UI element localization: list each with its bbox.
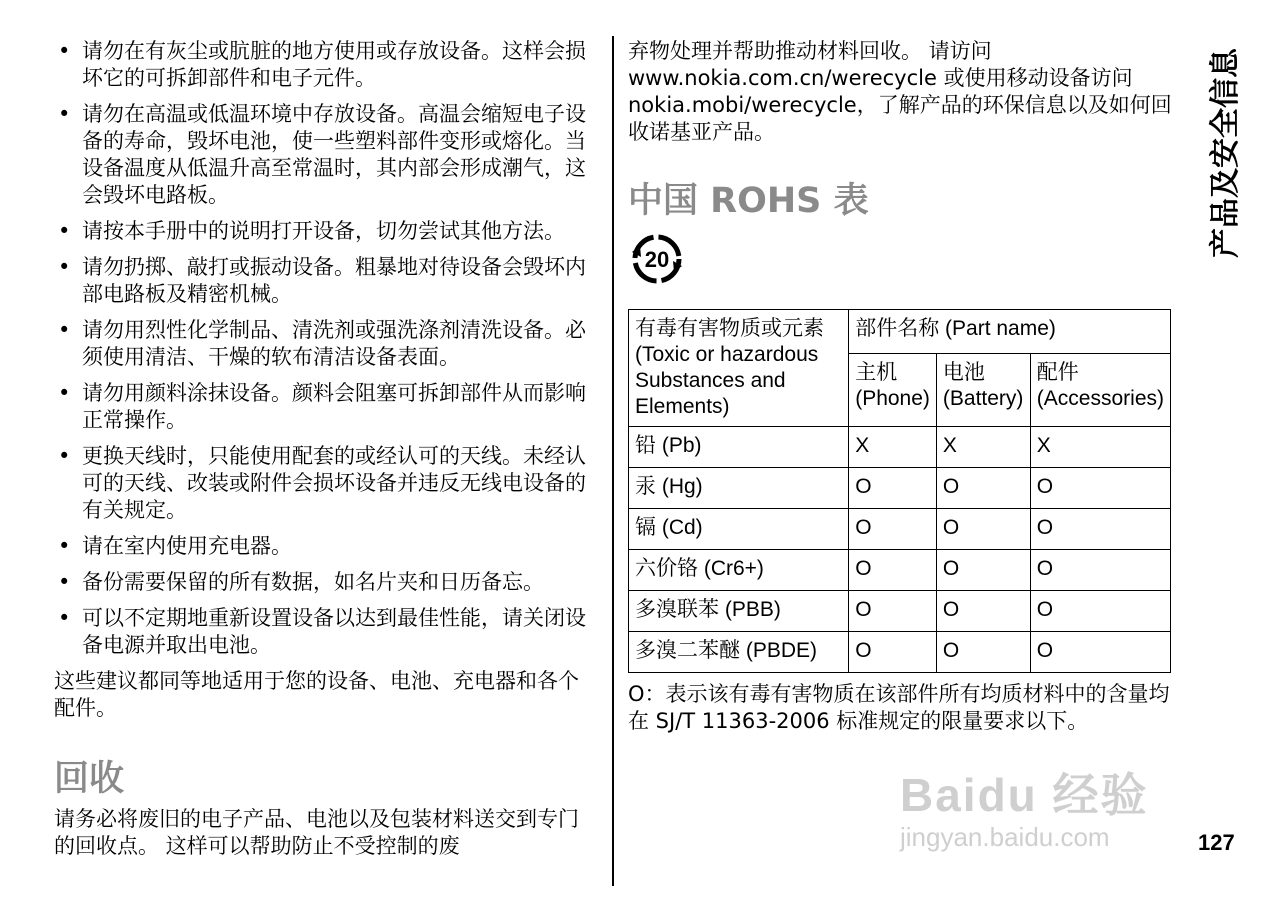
value-cell: O	[1030, 632, 1170, 673]
substance-name-cell: 多溴联苯 (PBB)	[629, 591, 849, 632]
list-item	[54, 317, 598, 371]
list-item-text: 更换天线时，只能使用配套的或经认可的天线。未经认可的天线、改装或附件会损坏设备并违反无线电设备的有关规定。	[82, 444, 586, 522]
column-divider	[612, 36, 614, 886]
substance-header-cell: 有毒有害物质或元素 (Toxic or hazardous Substances and Elements)	[629, 310, 849, 427]
table-header-row	[629, 310, 1171, 354]
table-row	[629, 632, 1171, 673]
bullet-icon: •	[58, 219, 71, 243]
baidu-watermark	[900, 770, 1220, 870]
substance-name-cell: 多溴二苯醚 (PBDE)	[629, 632, 849, 673]
list-item	[54, 605, 598, 659]
list-item	[54, 380, 598, 434]
table-row	[629, 427, 1171, 468]
value-cell: O	[1030, 550, 1170, 591]
part-phone-cell: 主机 (Phone)	[849, 353, 937, 426]
value-cell: O	[849, 509, 937, 550]
value-cell: X	[1030, 427, 1170, 468]
value-cell: O	[849, 550, 937, 591]
table-row	[629, 591, 1171, 632]
value-cell: O	[936, 509, 1030, 550]
list-item-text: 请勿在有灰尘或肮脏的地方使用或存放设备。这样会损坏它的可拆卸部件和电子元件。	[82, 39, 586, 90]
bullet-icon: •	[58, 534, 71, 558]
substance-name-cell: 铅 (Pb)	[629, 427, 849, 468]
list-item	[54, 569, 598, 596]
value-cell: O	[936, 591, 1030, 632]
chapter-title: 产品及安全信息	[1208, 48, 1243, 258]
value-cell: O	[936, 632, 1030, 673]
list-item-text: 请按本手册中的说明打开设备，切勿尝试其他方法。	[82, 219, 565, 243]
part-battery-cell: 电池 (Battery)	[936, 353, 1030, 426]
list-item-text: 备份需要保留的所有数据，如名片夹和日历备忘。	[82, 570, 544, 594]
substance-name-cell: 汞 (Hg)	[629, 468, 849, 509]
table-row	[629, 509, 1171, 550]
value-cell: O	[936, 550, 1030, 591]
value-cell: O	[1030, 509, 1170, 550]
epup-20-year-icon	[628, 232, 686, 286]
bullet-icon: •	[58, 570, 71, 594]
value-cell: O	[1030, 591, 1170, 632]
value-cell: X	[936, 427, 1030, 468]
recycle-paragraph-continued: 弃物处理并帮助推动材料回收。 请访问 www.nokia.com.cn/werecycle 或使用移动设备访问 nokia.mobi/werecycle，了解产品的环保信息以及如何回收诺基亚产品。	[628, 39, 1172, 144]
watermark-logo-text: Baidu 经验	[900, 769, 1149, 821]
rohs-heading: 中国 ROHS 表	[628, 181, 869, 221]
recycle-heading: 回收	[54, 759, 125, 799]
list-item	[54, 38, 598, 92]
table-row	[629, 550, 1171, 591]
substance-name-cell: 镉 (Cd)	[629, 509, 849, 550]
value-cell: O	[1030, 468, 1170, 509]
value-cell: O	[936, 468, 1030, 509]
list-item-text: 可以不定期地重新设置设备以达到最佳性能，请关闭设备电源并取出电池。	[82, 606, 586, 657]
watermark-url: jingyan.baidu.com	[900, 822, 1110, 852]
table-row	[629, 468, 1171, 509]
value-cell: O	[849, 591, 937, 632]
bullet-icon: •	[58, 255, 71, 279]
part-accessories-cell: 配件 (Accessories)	[1030, 353, 1170, 426]
list-item-text: 请在室内使用充电器。	[82, 534, 292, 558]
list-item	[54, 254, 598, 308]
list-item	[54, 533, 598, 560]
page-number: 127	[1198, 830, 1235, 855]
rohs-table	[628, 309, 1171, 673]
chapter-side-tab	[1200, 38, 1244, 268]
bullet-icon: •	[58, 444, 71, 468]
value-cell: X	[849, 427, 937, 468]
value-cell: O	[849, 468, 937, 509]
list-item-text: 请勿在高温或低温环境中存放设备。高温会缩短电子设备的寿命，毁坏电池，使一些塑料部件变形或熔化。当设备温度从低温升高至常温时，其内部会形成潮气，这会毁坏电路板。	[82, 102, 586, 207]
bullet-icon: •	[58, 39, 71, 63]
list-item-text: 请勿用颜料涂抹设备。颜料会阻塞可拆卸部件从而影响正常操作。	[82, 381, 586, 432]
list-item	[54, 443, 598, 524]
bullet-icon: •	[58, 102, 71, 126]
left-column	[54, 38, 598, 860]
care-bullet-list	[54, 38, 598, 659]
epup-number: 20	[644, 247, 670, 272]
summary-paragraph: 这些建议都同等地适用于您的设备、电池、充电器和各个配件。	[54, 669, 579, 720]
part-header-cell: 部件名称 (Part name)	[849, 310, 1171, 354]
list-item	[54, 218, 598, 245]
recycle-paragraph: 请务必将废旧的电子产品、电池以及包装材料送交到专门的回收点。 这样可以帮助防止不受控制的废	[54, 807, 579, 858]
right-column	[628, 38, 1176, 735]
list-item-text: 请勿用烈性化学制品、清洗剂或强洗涤剂清洗设备。必须使用清洁、干燥的软布清洁设备表面。	[82, 318, 586, 369]
bullet-icon: •	[58, 318, 71, 342]
bullet-icon: •	[58, 381, 71, 405]
list-item	[54, 101, 598, 209]
bullet-icon: •	[58, 606, 71, 630]
list-item-text: 请勿扔掷、敲打或振动设备。粗暴地对待设备会毁坏内部电路板及精密机械。	[82, 255, 586, 306]
table-footnote: O：表示该有毒有害物质在该部件所有均质材料中的含量均在 SJ/T 11363-2006 标准规定的限量要求以下。	[628, 682, 1170, 733]
substance-name-cell: 六价铬 (Cr6+)	[629, 550, 849, 591]
value-cell: O	[849, 632, 937, 673]
